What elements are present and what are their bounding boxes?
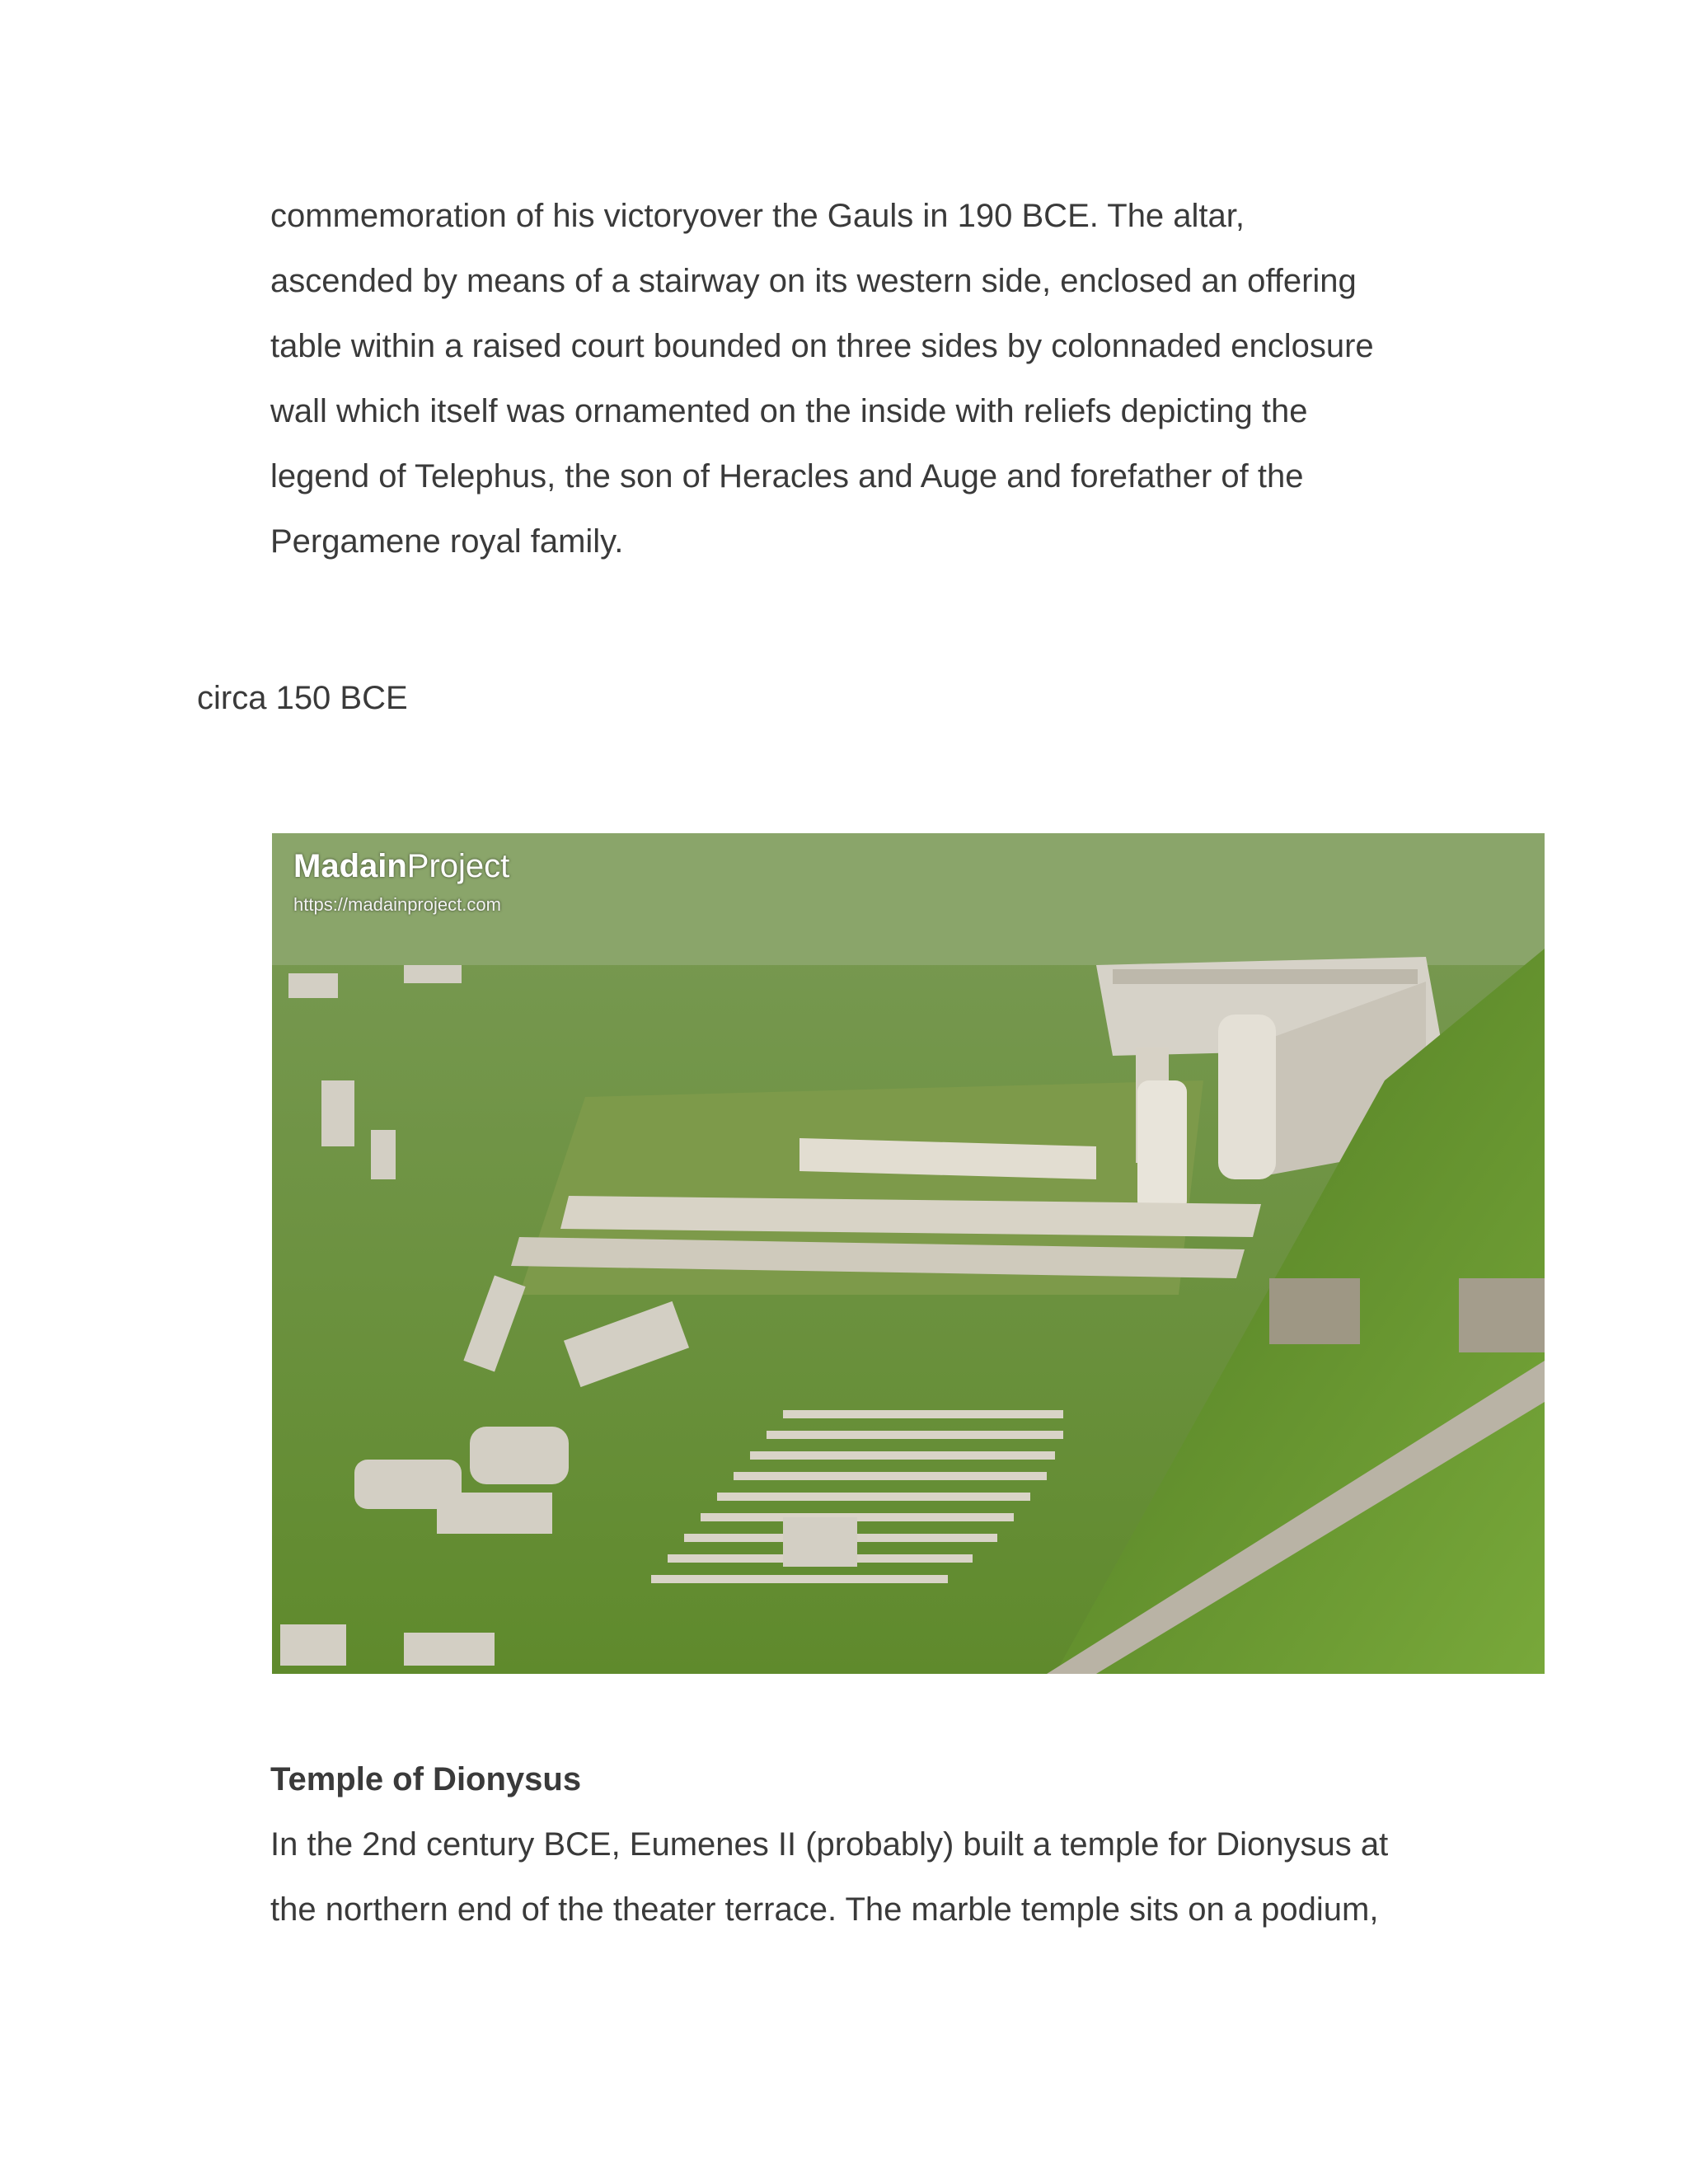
watermark-logo: MadainProject — [293, 848, 510, 884]
paragraph-line: commemoration of his victoryover the Gauls in 190 BCE. The altar, — [270, 198, 1245, 234]
top-paragraph — [270, 184, 1474, 574]
paragraph-line: legend of Telephus, the son of Heracles and Auge and forefather of the — [270, 458, 1304, 494]
ruins-illustration — [272, 833, 1545, 1674]
paragraph-line: Pergamene royal family. — [270, 523, 624, 560]
section-heading: Temple of Dionysus — [270, 1761, 582, 1797]
date-label: circa 150 BCE — [197, 680, 408, 716]
section-paragraph — [270, 1812, 1474, 1943]
paragraph-line: In the 2nd century BCE, Eumenes II (probably) built a temple for Dionysus at — [270, 1826, 1389, 1863]
paragraph-line: ascended by means of a stairway on its western side, enclosed an offering — [270, 263, 1357, 299]
watermark-url: https://madainproject.com — [293, 894, 501, 915]
paragraph-line: table within a raised court bounded on three sides by colonnaded enclosure — [270, 328, 1374, 364]
temple-ruins-photo — [272, 833, 1545, 1674]
paragraph-line: the northern end of the theater terrace. The marble temple sits on a podium, — [270, 1891, 1379, 1928]
paragraph-line: wall which itself was ornamented on the inside with reliefs depicting the — [270, 393, 1308, 429]
